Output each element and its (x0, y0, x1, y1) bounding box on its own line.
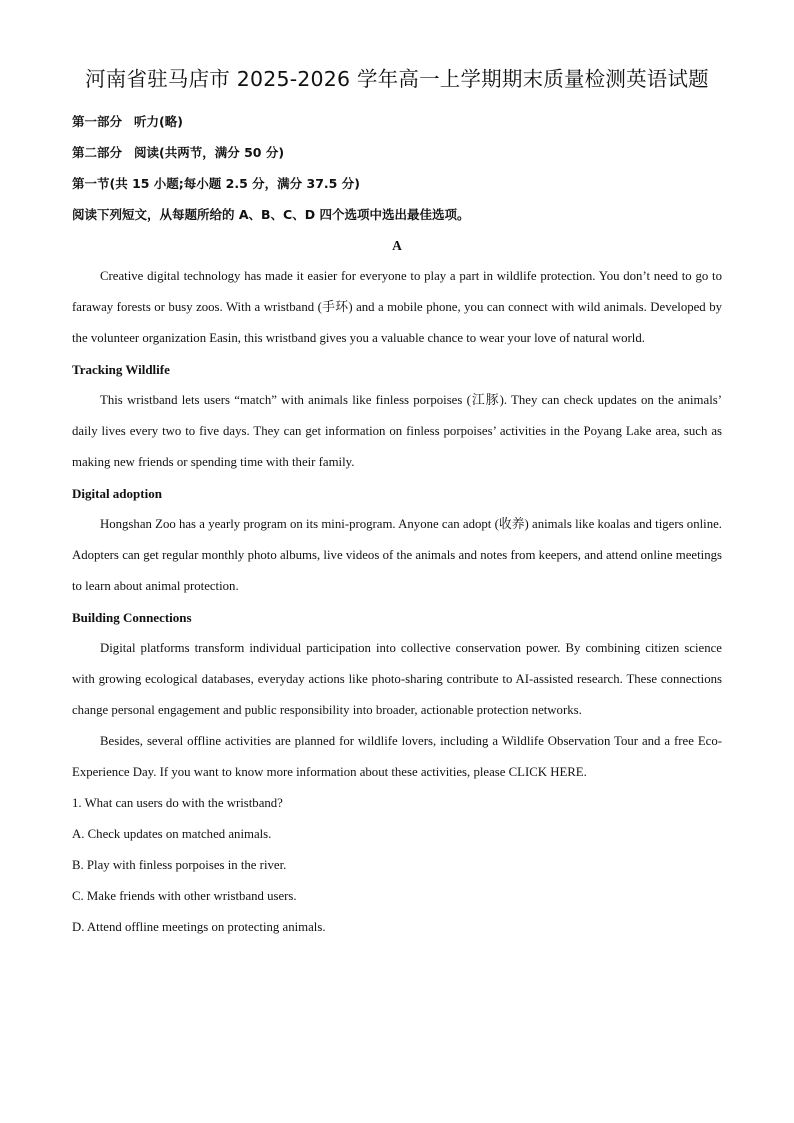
part-one-label: 第一部分 (72, 114, 123, 129)
exam-page (72, 62, 722, 943)
section-text-adoption: Hongshan Zoo has a yearly program on its mini-program. Anyone can adopt (收养) animals like koalas and tigers online. Adopters can get regular monthly photo albums, live videos of the animals and notes from keepers, and attend online meetings to learn about animal protection. (72, 517, 722, 593)
instruction-line: 阅读下列短文，从每题所给的 A、B、C、D 四个选项中选出最佳选项。 (72, 207, 470, 222)
section-text-connections: Digital platforms transform individual participation into collective conservation power. By combining citizen science with growing ecological databases, everyday actions like photo-sharing contribute to AI-assisted research. These connections change personal engagement and public responsibility into broader, actionable protection networks. (72, 641, 722, 717)
section-heading-connections: Building Connections (72, 610, 192, 625)
passage-closing: Besides, several offline activities are planned for wildlife lovers, including a Wildlife Observation Tour and a free Eco-Experience Day. If you want to know more information about these activities, please CLICK HERE. (72, 734, 722, 779)
passage-letter: A (392, 238, 402, 253)
section-text-tracking: This wristband lets users “match” with animals like finless porpoises (江豚). They can check updates on the animals’ daily lives every two to five days. They can get information on finless porpoises’ activities in the Poyang Lake area, such as making new friends or spending time with their family. (72, 393, 722, 469)
option-d: D. Attend offline meetings on protecting animals. (72, 920, 326, 934)
part-two-line (72, 137, 722, 168)
option-b: B. Play with finless porpoises in the river. (72, 858, 287, 872)
passage-intro: Creative digital technology has made it easier for everyone to play a part in wildlife protection. You don’t need to go to faraway forests or busy zoos. With a wristband (手环) and a mobile phone, you can connect with wild animals. Developed by the volunteer organization Easin, this wristband gives you a valuable chance to wear your love of natural world. (72, 269, 722, 345)
part-two-label: 第二部分 (72, 145, 123, 160)
part-one-text: 听力(略) (134, 114, 183, 129)
section-heading-tracking: Tracking Wildlife (72, 362, 170, 377)
section-heading-adoption: Digital adoption (72, 486, 162, 501)
question-stem: 1. What can users do with the wristband? (72, 796, 283, 810)
part-one-line (72, 106, 722, 137)
option-a: A. Check updates on matched animals. (72, 827, 272, 841)
part-two-text: 阅读(共两节，满分 50 分) (134, 145, 285, 160)
page-title: 河南省驻马店市 2025-2026 学年高一上学期期末质量检测英语试题 (85, 67, 709, 91)
section-one-line: 第一节(共 15 小题;每小题 2.5 分，满分 37.5 分) (72, 176, 360, 191)
option-c: C. Make friends with other wristband users. (72, 889, 297, 903)
